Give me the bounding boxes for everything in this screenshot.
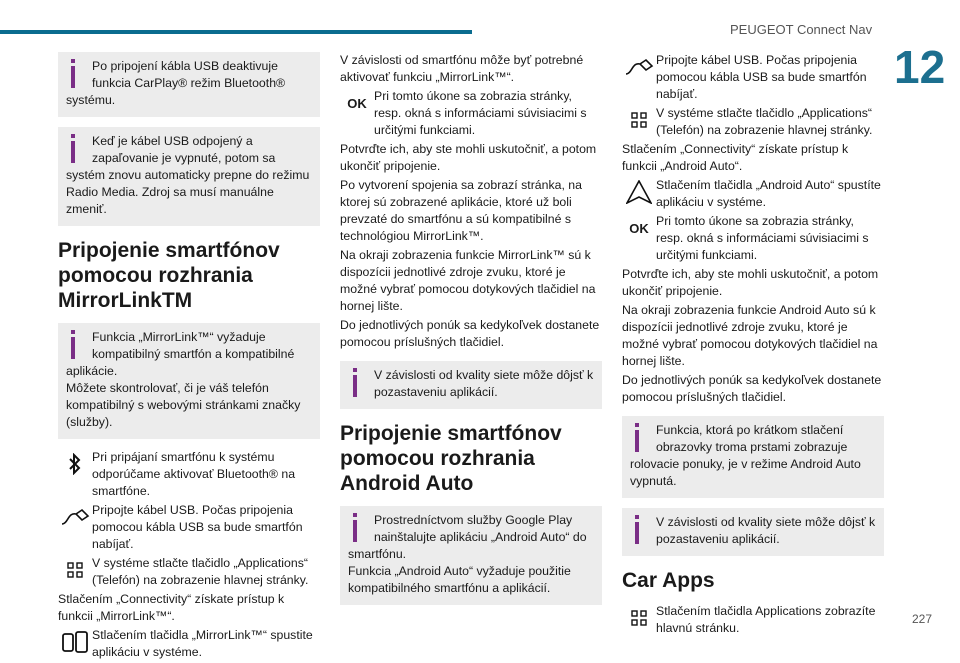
header-title: PEUGEOT Connect Nav — [730, 22, 873, 37]
info-note — [58, 323, 320, 439]
instruction: Pripojte kábel USB. Počas pripojenia pomocou kábla USB sa bude smartfón nabíjať. — [58, 502, 320, 553]
paragraph: Na okraji zobrazenia funkcie Android Auto sú k dispozícii jednotlivé zdroje zvuku, ktoré je možné vybrať pomocou dotykových tlačidiel na hornej lište. — [622, 303, 878, 368]
mirrorlink-icon — [58, 627, 92, 657]
note-text: Funkcia, ktorá po krátkom stlačení obrazovky troma prstami zobrazuje rolovacie ponuky, je v režime Android Auto vypnutá. — [630, 423, 861, 488]
paragraph: Do jednotlivých ponúk sa kedykoľvek dostanete pomocou príslušných tlačidiel. — [340, 318, 600, 349]
paragraph: Po vytvorení spojenia sa zobrazí stránka, na ktorej sú zobrazené aplikácie, ktoré už boli prevzaté do smartfónu a sú kompatibilné s technológiou MirrorLink™. — [340, 178, 582, 243]
note-text: Funkcia „MirrorLink™“ vyžaduje kompatibilný smartfón a kompatibilné aplikácie. — [66, 330, 295, 378]
android-auto-icon — [622, 177, 656, 207]
ok-icon: OK — [347, 95, 367, 111]
instruction: Pri pripájaní smartfónu k systému odporúčame aktivovať Bluetooth® na smartfóne. — [58, 449, 320, 500]
info-icon — [630, 514, 650, 544]
instruction: V systéme stlačte tlačidlo „Applications“ (Telefón) na zobrazenie hlavnej stránky. — [58, 555, 320, 589]
header-accent-bar — [0, 30, 472, 34]
instruction-text: Stlačením „Connectivity“ získate prístup k funkcii „MirrorLink™“. — [58, 592, 285, 623]
info-icon — [66, 58, 86, 88]
note-text: V závislosti od kvality siete môže dôjsť k pozastaveniu aplikácií. — [374, 368, 594, 399]
apps-grid-icon — [58, 555, 92, 585]
chapter-number: 12 — [894, 41, 946, 93]
note-text: Funkcia „Android Auto“ vyžaduje použitie kompatibilného smartfónu a aplikácií. — [348, 564, 571, 595]
instruction: Stlačením tlačidla „Android Auto“ spustíte aplikáciu v systéme. — [622, 177, 884, 211]
instruction: Pripojte kábel USB. Počas pripojenia pomocou kábla USB sa bude smartfón nabíjať. — [622, 52, 884, 103]
info-note — [622, 508, 884, 556]
page-number: 227 — [912, 612, 933, 626]
paragraph: Stlačením „Connectivity“ získate prístup k funkcii „Android Auto“. — [622, 142, 849, 173]
paragraph: Potvrďte ich, aby ste mohli uskutočniť, a potom ukončiť pripojenie. — [622, 267, 879, 298]
info-note — [58, 52, 320, 117]
note-text: V závislosti od kvality siete môže dôjsť k pozastaveniu aplikácií. — [656, 515, 876, 546]
note-text: Prostredníctvom služby Google Play nainštalujte aplikáciu „Android Auto“ do smartfónu. — [348, 513, 587, 561]
apps-grid-icon — [622, 105, 656, 135]
info-note — [340, 506, 602, 605]
info-note — [340, 361, 602, 409]
note-text: Po pripojení kábla USB deaktivuje funkcia CarPlay® režim Bluetooth® systému. — [66, 59, 286, 107]
instruction: Stlačením tlačidla Applications zobrazíte hlavnú stránku. — [622, 603, 884, 637]
section-heading: Car Apps — [622, 569, 715, 592]
column-1 — [58, 52, 320, 663]
section-heading: Pripojenie smartfónov pomocou rozhrania Android Auto — [340, 422, 562, 495]
instruction: V systéme stlačte tlačidlo „Applications“ (Telefón) na zobrazenie hlavnej stránky. — [622, 105, 884, 139]
note-text: Keď je kábel USB odpojený a zapaľovanie je vypnuté, potom sa systém znovu automaticky prepne do režimu Radio Media. Zdroj sa musí manuálne zmeniť. — [66, 134, 310, 216]
column-3 — [622, 52, 884, 639]
column-2 — [340, 52, 602, 615]
info-icon — [630, 422, 650, 452]
usb-cable-icon — [622, 52, 656, 82]
info-icon — [66, 329, 86, 359]
note-text: Môžete skontrolovať, či je váš telefón kompatibilný s webovými stránkami značky (služby). — [66, 381, 301, 429]
apps-grid-icon — [622, 603, 656, 633]
paragraph: Do jednotlivých ponúk sa kedykoľvek dostanete pomocou príslušných tlačidiel. — [622, 373, 882, 404]
paragraph: Potvrďte ich, aby ste mohli uskutočniť, a potom ukončiť pripojenie. — [340, 142, 597, 173]
paragraph: V závislosti od smartfónu môže byť potrebné aktivovať funkciu „MirrorLink™“. — [340, 53, 584, 84]
usb-cable-icon — [58, 502, 92, 532]
instruction: OK Pri tomto úkone sa zobrazia stránky, resp. okná s informáciami súvisiacimi s určitými funkciami. — [622, 213, 884, 264]
instruction: Stlačením tlačidla „MirrorLink™“ spustite aplikáciu v systéme. — [58, 627, 320, 661]
info-icon — [348, 512, 368, 542]
info-icon — [348, 367, 368, 397]
section-heading: Pripojenie smartfónov pomocou rozhrania MirrorLinkTM — [58, 239, 280, 312]
bluetooth-icon — [58, 449, 92, 479]
info-icon — [66, 133, 86, 163]
paragraph: Na okraji zobrazenia funkcie MirrorLink™ sú k dispozícii jednotlivé zdroje zvuku, ktoré je možné vybrať pomocou dotykových tlačidiel na hornej lište. — [340, 248, 596, 313]
ok-icon: OK — [629, 220, 649, 236]
info-note — [58, 127, 320, 226]
info-note — [622, 416, 884, 498]
instruction: OK Pri tomto úkone sa zobrazia stránky, resp. okná s informáciami súvisiacimi s určitými funkciami. — [340, 88, 602, 139]
